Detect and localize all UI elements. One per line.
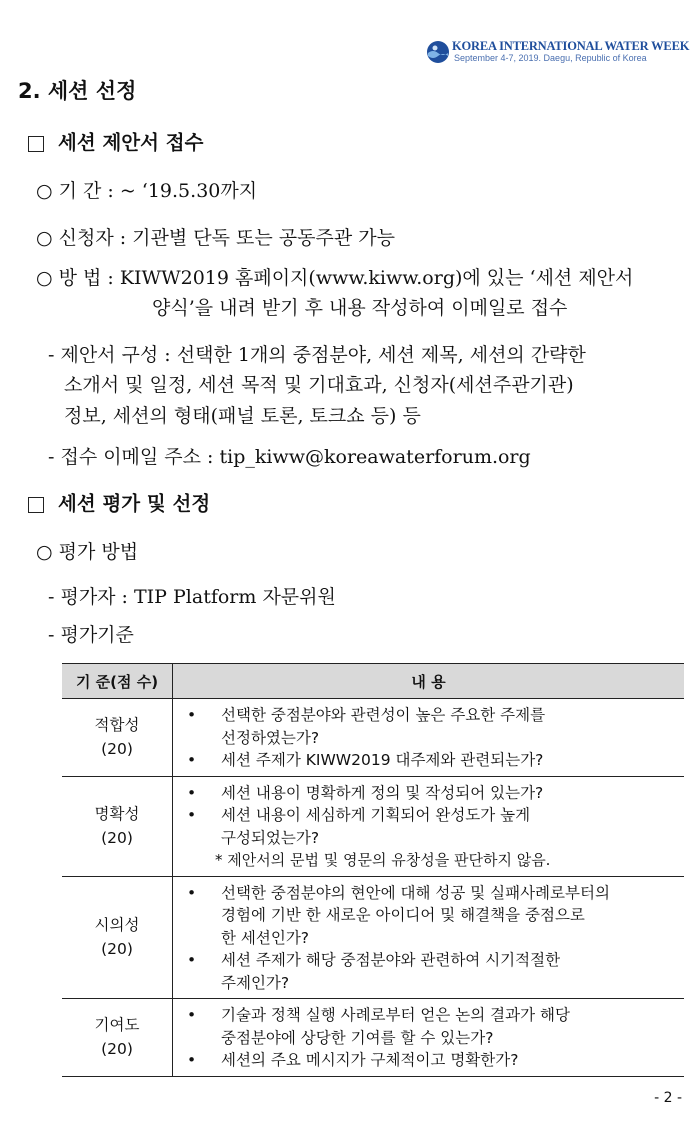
criteria-score: (20) bbox=[101, 940, 133, 959]
criteria-name: 시의성 bbox=[94, 916, 140, 935]
table-row bbox=[62, 876, 684, 999]
logo-title: KOREA INTERNATIONAL WATER WEEK bbox=[452, 39, 690, 53]
content-cell bbox=[173, 999, 685, 1077]
composition-line-1: - 제안서 구성 : 선택한 1개의 중점분야, 세션 제목, 세션의 간략한 bbox=[48, 344, 586, 366]
section-heading-evaluation: 세션 평가 및 선정 bbox=[58, 492, 211, 515]
bullet-continuation: 경험에 기반 한 새로운 아이디어 및 해결책을 중점으로 bbox=[221, 906, 585, 924]
bullet-item: • 선택한 중점분야와 관련성이 높은 주요한 주제를 bbox=[187, 704, 678, 727]
table-row bbox=[62, 999, 684, 1077]
bullet-item: • 세션 내용이 세심하게 기획되어 완성도가 높게 bbox=[187, 804, 678, 827]
content-cell bbox=[173, 699, 685, 777]
criteria-cell bbox=[62, 699, 173, 777]
note-text: * 제안서의 문법 및 영문의 유창성을 판단하지 않음. bbox=[215, 851, 551, 869]
criteria-cell bbox=[62, 876, 173, 999]
table-header-row bbox=[62, 664, 684, 699]
bullet-item: • 선택한 중점분야의 현안에 대해 성공 및 실패사례로부터의 bbox=[187, 882, 678, 905]
content-cell bbox=[173, 876, 685, 999]
kiww-logo bbox=[426, 38, 690, 66]
bullet-continuation: 한 세션인가? bbox=[221, 928, 310, 947]
bullet-continuation: 구성되었는가? bbox=[221, 828, 320, 847]
bullet-item: • 세션의 주요 메시지가 구체적이고 명확한가? bbox=[187, 1049, 678, 1072]
bullet-item: • 세션 내용이 명확하게 정의 및 작성되어 있는가? bbox=[187, 782, 678, 805]
bullet-continuation: 선정하였는가? bbox=[221, 728, 320, 747]
criteria-cell bbox=[62, 999, 173, 1077]
col-criteria-header: 기 준(점 수) bbox=[62, 664, 173, 699]
criteria-cell bbox=[62, 776, 173, 876]
table-row bbox=[62, 699, 684, 777]
page-number: - 2 - bbox=[654, 1090, 682, 1106]
criteria-score: (20) bbox=[101, 740, 133, 759]
bullet-item: • 세션 주제가 해당 중점분야와 관련하여 시기적절한 bbox=[187, 949, 678, 972]
criteria-score: (20) bbox=[101, 829, 133, 847]
criteria-name: 명확성 bbox=[94, 805, 140, 823]
logo-subtitle: September 4-7, 2019. Daegu, Republic of Korea bbox=[454, 53, 647, 63]
bullet-item: • 기술과 정책 실행 사례로부터 얻은 논의 결과가 해당 bbox=[187, 1004, 678, 1027]
bullet-continuation: 중점분야에 상당한 기여를 할 수 있는가? bbox=[221, 1028, 494, 1047]
criteria-score: (20) bbox=[101, 1040, 133, 1059]
composition-line-2: 소개서 및 일정, 세션 목적 및 기대효과, 신청자(세션주관기관) bbox=[64, 374, 574, 396]
composition-line-3: 정보, 세션의 형태(패널 토론, 토크쇼 등) 등 bbox=[64, 405, 421, 427]
criteria-table bbox=[62, 663, 684, 1077]
method-line-2: 양식’을 내려 받기 후 내용 작성하여 이메일로 접수 bbox=[152, 297, 568, 319]
applicant-line: ○ 신청자 : 기관별 단독 또는 공동주관 가능 bbox=[36, 227, 395, 249]
period-line: ○ 기 간 : ~ ‘19.5.30까지 bbox=[36, 180, 258, 202]
table-row bbox=[62, 776, 684, 876]
content-cell bbox=[173, 776, 685, 876]
criteria-name: 적합성 bbox=[94, 716, 140, 735]
criteria-label: - 평가기준 bbox=[48, 624, 134, 646]
water-drop-logo-icon bbox=[426, 40, 450, 64]
col-content-header: 내 용 bbox=[173, 664, 685, 699]
section-checkbox-icon bbox=[28, 497, 44, 513]
section-heading-proposal: 세션 제안서 접수 bbox=[58, 131, 204, 154]
evaluator-line: - 평가자 : TIP Platform 자문위원 bbox=[48, 586, 336, 608]
bullet-continuation: 주제인가? bbox=[221, 973, 290, 992]
page-title: 2. 세션 선정 bbox=[18, 79, 137, 103]
section-checkbox-icon bbox=[28, 136, 44, 152]
eval-method-line: ○ 평가 방법 bbox=[36, 541, 139, 563]
criteria-name: 기여도 bbox=[94, 1016, 140, 1035]
method-line-1: ○ 방 법 : KIWW2019 홈페이지(www.kiww.org)에 있는 ‘세션 제안서 bbox=[36, 267, 634, 289]
email-line: - 접수 이메일 주소 : tip_kiww@koreawaterforum.org bbox=[48, 446, 531, 468]
bullet-item: • 세션 주제가 KIWW2019 대주제와 관련되는가? bbox=[187, 749, 678, 772]
